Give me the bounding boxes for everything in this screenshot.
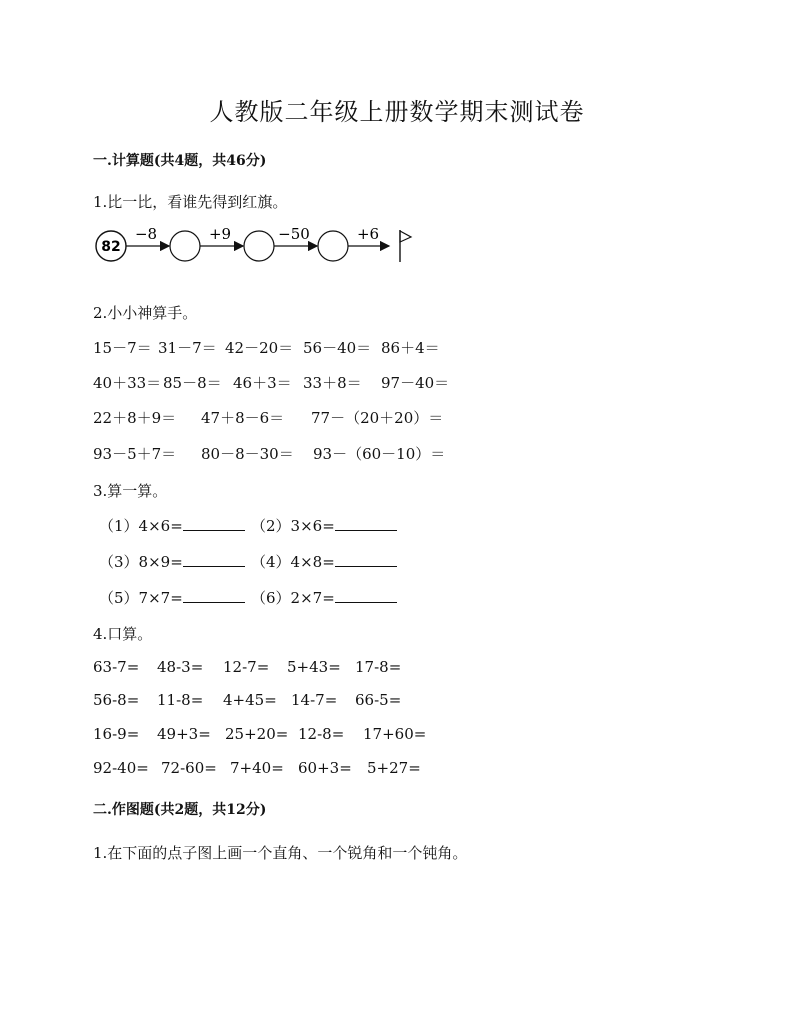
op-3: −50 (278, 225, 310, 243)
q3-expr: （4）4×8= (251, 553, 335, 571)
q2-expr: 93－（60－10）＝ (313, 445, 446, 463)
q4-expr: 17-8= (355, 658, 402, 676)
q2-expr: 15－7＝ (93, 339, 152, 357)
q4-expr: 14-7= (291, 691, 338, 709)
answer-circle-3[interactable] (318, 231, 348, 261)
answer-blank[interactable] (183, 588, 245, 603)
answer-blank[interactable] (335, 516, 397, 531)
section-1-heading: 一.计算题(共4题，共46分) (93, 153, 267, 169)
q4-expr: 66-5= (355, 691, 402, 709)
op-1: −8 (134, 225, 158, 243)
q2-expr: 56－40＝ (303, 339, 372, 357)
q3-expr: （5）7×7= (99, 589, 183, 607)
answer-blank[interactable] (183, 552, 245, 567)
q4-expr: 12-7= (223, 658, 270, 676)
start-number: 82 (101, 239, 121, 255)
q2-expr: 33＋8＝ (303, 374, 362, 392)
q3-prompt: 3.算一算。 (93, 482, 168, 500)
answer-blank[interactable] (335, 588, 397, 603)
section-2-heading: 二.作图题(共2题，共12分) (93, 802, 267, 818)
q4-expr: 17+60= (363, 725, 427, 743)
q2-expr: 85－8＝ (163, 374, 222, 392)
q4-expr: 12-8= (298, 725, 345, 743)
q4-expr: 72-60= (161, 759, 217, 777)
q2-expr: 22＋8＋9＝ (93, 409, 177, 427)
q3-item (99, 551, 245, 572)
q4-expr: 92-40= (93, 759, 149, 777)
q4-expr: 11-8= (157, 691, 204, 709)
op-2: +9 (208, 225, 232, 243)
q2-expr: 80－8－30＝ (201, 445, 294, 463)
q3-item (99, 515, 245, 536)
q4-prompt: 4.口算。 (93, 625, 153, 643)
red-flag-icon (400, 230, 411, 262)
q4-expr: 60+3= (298, 759, 352, 777)
flag-chain-diagram (93, 222, 423, 270)
q4-expr: 48-3= (157, 658, 204, 676)
q2-expr: 77－（20＋20）＝ (311, 409, 444, 427)
q2-expr: 97－40＝ (381, 374, 450, 392)
q1-prompt: 1.比一比，看谁先得到红旗。 (93, 193, 288, 211)
q3-item (251, 587, 397, 608)
q2-expr: 86＋4＝ (381, 339, 440, 357)
q2-expr: 47＋8－6＝ (201, 409, 285, 427)
q4-expr: 4+45= (223, 691, 277, 709)
q3-expr: （3）8×9= (99, 553, 183, 571)
q2-expr: 46＋3＝ (233, 374, 292, 392)
op-4: +6 (356, 225, 380, 243)
answer-blank[interactable] (335, 552, 397, 567)
q3-item (251, 515, 397, 536)
answer-circle-2[interactable] (244, 231, 274, 261)
answer-circle-1[interactable] (170, 231, 200, 261)
s2q1-prompt: 1.在下面的点子图上画一个直角、一个锐角和一个钝角。 (93, 844, 468, 862)
q2-expr: 31－7＝ (158, 339, 217, 357)
q3-expr: （6）2×7= (251, 589, 335, 607)
q4-expr: 7+40= (230, 759, 284, 777)
page-title: 人教版二年级上册数学期末测试卷 (209, 98, 585, 126)
q3-expr: （2）3×6= (251, 517, 335, 535)
q4-expr: 25+20= (225, 725, 289, 743)
q2-expr: 93－5＋7＝ (93, 445, 177, 463)
q4-expr: 63-7= (93, 658, 140, 676)
answer-blank[interactable] (183, 516, 245, 531)
q4-expr: 5+43= (287, 658, 341, 676)
q2-prompt: 2.小小神算手。 (93, 304, 198, 322)
q4-expr: 49+3= (157, 725, 211, 743)
q4-expr: 5+27= (367, 759, 421, 777)
q3-item (99, 587, 245, 608)
q3-expr: （1）4×6= (99, 517, 183, 535)
q2-expr: 40＋33＝ (93, 374, 162, 392)
q4-expr: 56-8= (93, 691, 140, 709)
q3-item (251, 551, 397, 572)
q4-expr: 16-9= (93, 725, 140, 743)
q2-expr: 42－20＝ (225, 339, 294, 357)
